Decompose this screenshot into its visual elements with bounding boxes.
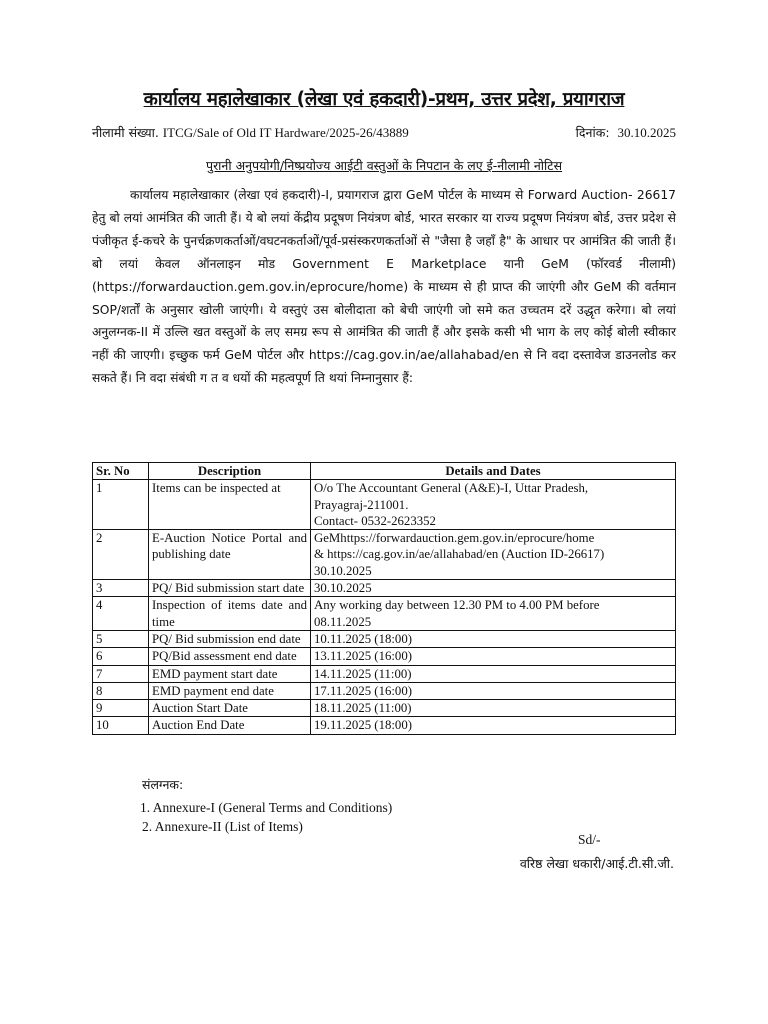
attachments-label: संलग्नक:	[142, 777, 184, 792]
cell-description: Auction Start Date	[149, 700, 311, 717]
cell-sr-no: 8	[93, 682, 149, 699]
table-row	[93, 480, 676, 530]
column-header-description: Description	[149, 463, 311, 480]
table-row	[93, 682, 676, 699]
cell-description: PQ/ Bid submission start date	[149, 580, 311, 597]
cell-sr-no: 2	[93, 530, 149, 580]
notice-date	[576, 124, 676, 141]
cell-sr-no: 1	[93, 480, 149, 530]
signature-sd: Sd/-	[578, 832, 601, 847]
table-body	[93, 480, 676, 734]
cell-description: EMD payment end date	[149, 682, 311, 699]
cell-description: PQ/Bid assessment end date	[149, 648, 311, 665]
details-line: 13.11.2025 (16:00)	[314, 649, 412, 664]
cell-sr-no: 4	[93, 597, 149, 631]
cell-details	[311, 648, 676, 665]
cell-description: Inspection of items date and time	[149, 597, 311, 631]
cell-sr-no: 7	[93, 665, 149, 682]
schedule-table	[92, 462, 676, 735]
details-line: 30.10.2025	[314, 563, 372, 578]
details-line: Contact- 0532-2623352	[314, 513, 436, 528]
details-line: 18.11.2025 (11:00)	[314, 701, 412, 716]
auction-reference	[92, 124, 409, 141]
date-label: दिनांक:	[575, 125, 610, 140]
reference-line	[92, 124, 676, 142]
column-header-sr-no: Sr. No	[93, 463, 149, 480]
cell-details	[311, 630, 676, 647]
table-row	[93, 700, 676, 717]
details-line: Prayagraj-211001.	[314, 497, 409, 512]
cell-description: PQ/ Bid submission end date	[149, 630, 311, 647]
details-line: 14.11.2025 (11:00)	[314, 666, 412, 681]
cell-sr-no: 6	[93, 648, 149, 665]
table-row	[93, 630, 676, 647]
notice-body-paragraph: कार्यालय महालेखाकार (लेखा एवं हकदारी)-I, प्रयागराज द्वारा GeM पोर्टल के माध्यम से Forward Auction- 26617 हेतु बो लयां आमंत्रित की जाती हैं। ये बो लयां केंद्रीय प्रदूषण नियंत्रण बोर्ड, भारत सरकार या राज्य प्रदूषण नियंत्रण बोर्ड, उत्तर प्रदेश से पंजीकृत ई-कचरे के पुनर्चक्रणकर्ताओं/वघटनकर्ताओं/पूर्व-प्रसंस्करणकर्ताओं से "जैसा है जहाँ है" के आधार पर आमंत्रित की जाती हैं। बो लयां केवल ऑनलाइन मोड Government E Marketplace यानी GeM (फॉरवर्ड नीलामी) (https://forwardauction.gem.gov.in/eprocure/home) के माध्यम से ही प्राप्त की जाएंगी और GeM की वर्तमान SOP/शर्तों के अनुसार खोली जाएंगी। ये वस्तुएं उस बोलीदाता को बेची जाएंगी जो समे कत उच्चतम दरें उद्धृत करेगा। बो लयां अनुलग्नक-II में उल्लि खत वस्तुओं के लए समग्र रूप से आमंत्रित की जाती हैं और इसके कसी भी भाग के लए कोई बोली स्वीकार नहीं की जाएगी। इच्छुक फर्म GeM पोर्टल और https://cag.gov.in/ae/allahabad/en से नि वदा दस्तावेज डाउनलोड कर सकते हैं। नि वदा संबंधी ग त व धयों की महत्वपूर्ण ति थयां निम्नानुसार हैं:	[92, 188, 676, 386]
signatory-designation: वरिष्ठ लेखा धकारी/आई.टी.सी.जी.	[519, 856, 674, 871]
cell-description: E-Auction Notice Portal and publishing date	[149, 530, 311, 580]
cell-sr-no: 9	[93, 700, 149, 717]
cell-details	[311, 580, 676, 597]
details-line: & https://cag.gov.in/ae/allahabad/en (Auction ID-26617)	[314, 547, 605, 562]
attachment-item: 1. Annexure-I (General Terms and Conditions)	[140, 800, 393, 815]
details-line: GeMhttps://forwardauction.gem.gov.in/eprocure/home	[314, 531, 595, 546]
cell-description: EMD payment start date	[149, 665, 311, 682]
cell-description: Auction End Date	[149, 717, 311, 734]
cell-details	[311, 717, 676, 734]
attachments-list	[140, 798, 392, 836]
details-line: 19.11.2025 (18:00)	[314, 718, 412, 733]
notice-subject: पुरानी अनुपयोगी/निष्प्रयोज्य आईटी वस्तुओं के निपटान के लए ई-नीलामी नोटिस	[205, 158, 563, 173]
details-line: O/o The Accountant General (A&E)-I, Uttar Pradesh,	[314, 481, 589, 496]
details-line: 30.10.2025	[314, 581, 372, 596]
table-header-row	[93, 463, 676, 480]
auction-number-value: ITCG/Sale of Old IT Hardware/2025-26/43889	[162, 125, 409, 140]
cell-details	[311, 665, 676, 682]
table-row	[93, 580, 676, 597]
details-line: 17.11.2025 (16:00)	[314, 683, 412, 698]
cell-details	[311, 682, 676, 699]
cell-description: Items can be inspected at	[149, 480, 311, 530]
details-line: 10.11.2025 (18:00)	[314, 631, 412, 646]
cell-sr-no: 5	[93, 630, 149, 647]
date-value: 30.10.2025	[617, 125, 676, 140]
office-title: कार्यालय महालेखाकार (लेखा एवं हकदारी)-प्रथम, उत्तर प्रदेश, प्रयागराज	[143, 89, 625, 110]
cell-details	[311, 530, 676, 580]
auction-number-label: नीलामी संख्या.	[92, 125, 159, 140]
table-row	[93, 597, 676, 631]
table-row	[93, 717, 676, 734]
cell-details	[311, 700, 676, 717]
details-line: 08.11.2025	[314, 614, 372, 629]
details-line: Any working day between 12.30 PM to 4.00 PM before	[314, 598, 600, 613]
table-row	[93, 665, 676, 682]
table-row	[93, 648, 676, 665]
column-header-details: Details and Dates	[311, 463, 676, 480]
table-row	[93, 530, 676, 580]
attachment-item: 2. Annexure-II (List of Items)	[142, 819, 303, 834]
cell-sr-no: 3	[93, 580, 149, 597]
cell-details	[311, 480, 676, 530]
cell-details	[311, 597, 676, 631]
cell-sr-no: 10	[93, 717, 149, 734]
